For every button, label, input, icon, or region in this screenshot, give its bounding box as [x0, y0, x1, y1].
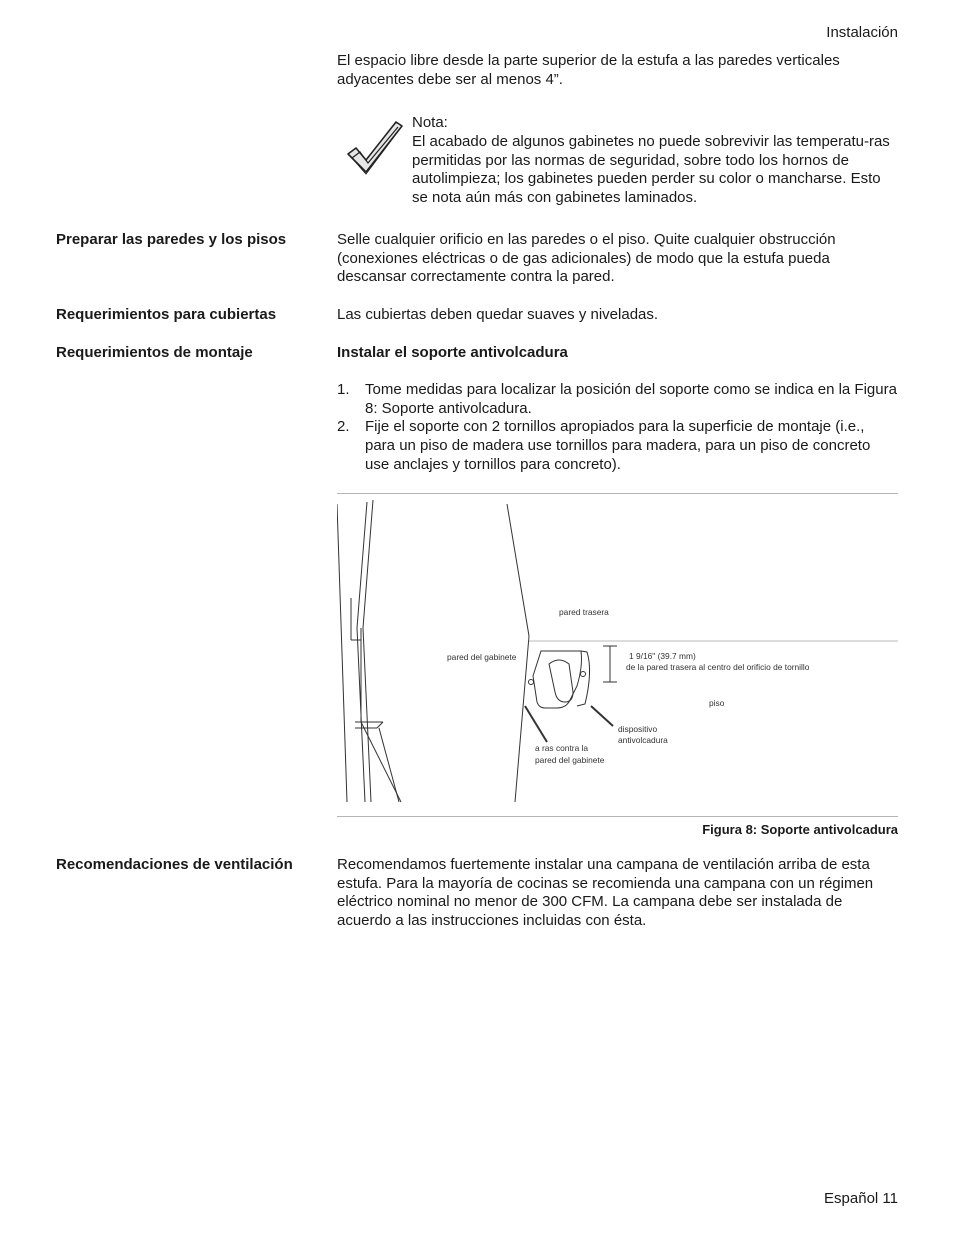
label-back-wall: pared trasera [559, 607, 609, 617]
figure-caption: Figura 8: Soporte antivolcadura [702, 822, 898, 837]
heading-countertops: Requerimientos para cubiertas [56, 306, 277, 323]
clearance-paragraph: El espacio libre desde la parte superior de la estufa a las paredes verticales adyacentes debe ser al menos 4”. [337, 52, 840, 88]
ventilation-text: Recomendamos fuertemente instalar una campana de ventilación arriba de esta estufa. Para la mayoría de cocinas se recomienda una campana con un régimen eléctrico nominal no menor de 300 CFM. La campana debe ser instalada de acuerdo a las instrucciones incluidas con ésta. [337, 856, 874, 930]
countertops-text: Las cubiertas deben quedar suaves y niveladas. [337, 306, 659, 323]
step-text: Fije el soporte con 2 tornillos apropiados para la superficie de montaje (i.e., para un piso de madera use tornillos para madera, para un piso de concreto use anclajes y tornillos para concreto). [365, 418, 871, 473]
checkmark-icon [344, 118, 406, 176]
page-number: Español 11 [824, 1190, 898, 1207]
step-number: 1. [337, 381, 350, 398]
heading-walls-floors: Preparar las paredes y los pisos [56, 231, 287, 248]
label-device-1: dispositivo [618, 724, 658, 734]
heading-ventilation: Recomendaciones de ventilación [56, 856, 293, 873]
figure-bottom-rule [337, 816, 898, 817]
step-number: 2. [337, 418, 350, 436]
label-flush-2: pared del gabinete [535, 755, 605, 765]
label-device-2: antivolcadura [618, 735, 668, 745]
mounting-subheading: Instalar el soporte antivolcadura [337, 344, 568, 361]
heading-mounting: Requerimientos de montaje [56, 344, 253, 361]
note-title: Nota: [412, 114, 448, 131]
label-cabinet-wall: pared del gabinete [447, 652, 517, 662]
list-item [337, 381, 897, 418]
note-text: El acabado de algunos gabinetes no puede sobrevivir las temperatu-ras permitidas por las normas de seguridad, sobre todo los hornos de autolimpieza; los gabinetes pueden perder su color o mancharse. Esto se nota aún más con gabinetes laminados. [412, 133, 890, 207]
mounting-steps [337, 381, 897, 475]
label-dimension-2: de la pared trasera al centro del orificio de tornillo [626, 662, 810, 672]
label-floor: piso [709, 698, 725, 708]
figure-top-rule [337, 493, 898, 494]
list-item [337, 418, 897, 474]
label-dimension-1: 1 9/16" (39.7 mm) [629, 651, 696, 661]
running-header: Instalación [826, 24, 898, 41]
label-flush-1: a ras contra la [535, 743, 589, 753]
step-text: Tome medidas para localizar la posición del soporte como se indica en la Figura 8: Soporte antivolcadura. [365, 381, 897, 417]
walls-floors-text: Selle cualquier orificio en las paredes o el piso. Quite cualquier obstrucción (conexiones eléctricas o de gas adicionales) de modo que la estufa pueda descansar correctamente contra la pared. [337, 231, 836, 286]
anti-tip-figure [337, 496, 898, 814]
